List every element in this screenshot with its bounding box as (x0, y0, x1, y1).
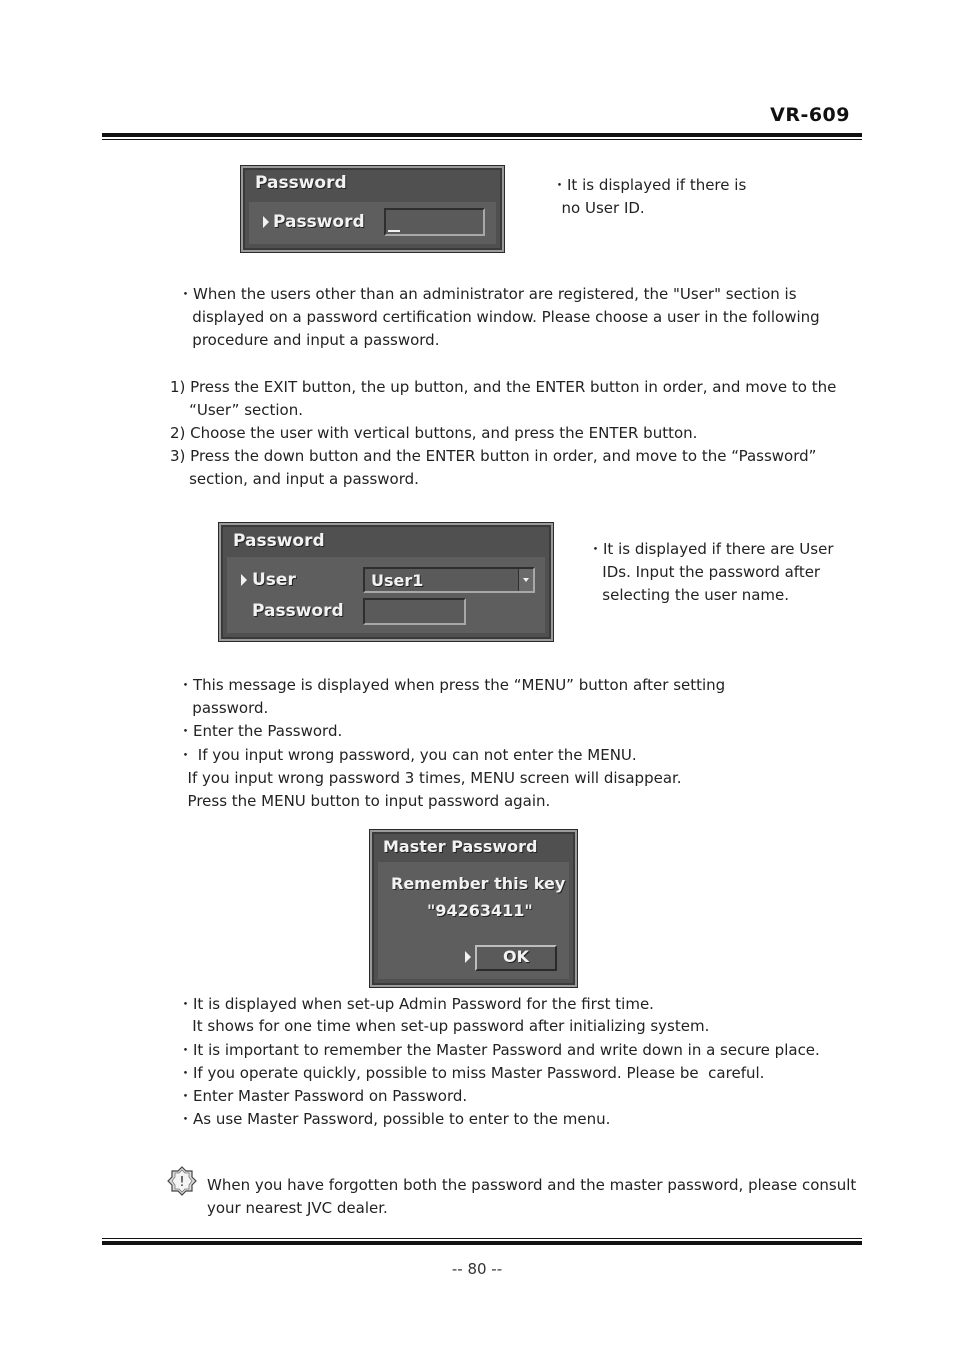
intro-line: ・When the users other than an administrator are registered, the "User" section is (178, 285, 797, 303)
ok-button: OK (475, 945, 557, 971)
step-line: “User” section. (170, 401, 303, 419)
master-note-line: ・If you operate quickly, possible to miss Master Password. Please be careful. (178, 1064, 765, 1082)
master-key-value: "94263411" (427, 901, 533, 920)
password-field (363, 598, 466, 625)
message-line: If you input wrong password 3 times, MENU screen will disappear. (178, 769, 682, 787)
master-note-line: It shows for one time when set-up password after initializing system. (178, 1017, 710, 1035)
svg-text:!: ! (179, 1175, 185, 1190)
page-number: -- 80 -- (451, 1260, 503, 1278)
user-select (363, 567, 535, 593)
master-note-line: ・Enter Master Password on Password. (178, 1087, 468, 1105)
message-line: Press the MENU button to input password again. (178, 792, 551, 810)
text-cursor (388, 230, 400, 232)
master-password-dialog-figure (369, 829, 578, 988)
step-line: 3) Press the down button and the ENTER button in order, and move to the “Password” (170, 447, 817, 465)
message-line: ・This message is displayed when press the “MENU” button after setting (178, 676, 726, 694)
master-note-line: ・As use Master Password, possible to enter to the menu. (178, 1110, 611, 1128)
user-label: User (252, 570, 296, 590)
step-line: 2) Choose the user with vertical buttons, and press the ENTER button. (170, 424, 698, 442)
dialog2-note-line: ・It is displayed if there are User (588, 540, 834, 558)
message-line: ・Enter the Password. (178, 722, 343, 740)
password-label: Password (273, 212, 365, 232)
password-label: Password (252, 601, 344, 621)
selection-arrow-icon (263, 216, 269, 228)
selection-arrow-icon (465, 951, 471, 963)
step-line: 1) Press the EXIT button, the up button, and the ENTER button in order, and move to the (170, 378, 837, 396)
message-line: password. (178, 699, 269, 717)
dialog-title: Password (233, 531, 325, 551)
warning-icon (167, 1166, 197, 1196)
dialog2-note-line: IDs. Input the password after (588, 563, 821, 581)
dialog1-note-line: ・It is displayed if there is (552, 176, 747, 194)
dialog-title: Password (255, 173, 347, 193)
footer-rule (102, 1241, 862, 1245)
dropdown-arrow-icon (518, 569, 533, 591)
header-rule (102, 133, 862, 137)
intro-line: procedure and input a password. (178, 331, 440, 349)
dialog2-note-line: selecting the user name. (588, 586, 790, 604)
selection-arrow-icon (241, 574, 247, 586)
master-note-line: ・It is displayed when set-up Admin Password for the first time. (178, 995, 654, 1013)
document-title: VR-609 (770, 104, 850, 126)
remember-key-text: Remember this key (391, 874, 566, 893)
dialog-title: Master Password (383, 837, 538, 856)
intro-line: displayed on a password certification window. Please choose a user in the following (178, 308, 820, 326)
footer-rule-thin (102, 1238, 862, 1239)
step-line: section, and input a password. (170, 470, 419, 488)
message-line: ・ If you input wrong password, you can not enter the MENU. (178, 746, 637, 764)
note-line: When you have forgotten both the password and the master password, please consult (207, 1176, 857, 1194)
user-select-value: User1 (371, 571, 424, 590)
password-field (384, 208, 485, 236)
user-password-dialog-figure (218, 522, 554, 642)
dialog1-note-line: no User ID. (552, 199, 645, 217)
master-note-line: ・It is important to remember the Master Password and write down in a secure place. (178, 1041, 820, 1059)
header-rule-thin (102, 139, 862, 140)
note-line: your nearest JVC dealer. (207, 1199, 388, 1217)
password-dialog-figure (240, 165, 505, 253)
